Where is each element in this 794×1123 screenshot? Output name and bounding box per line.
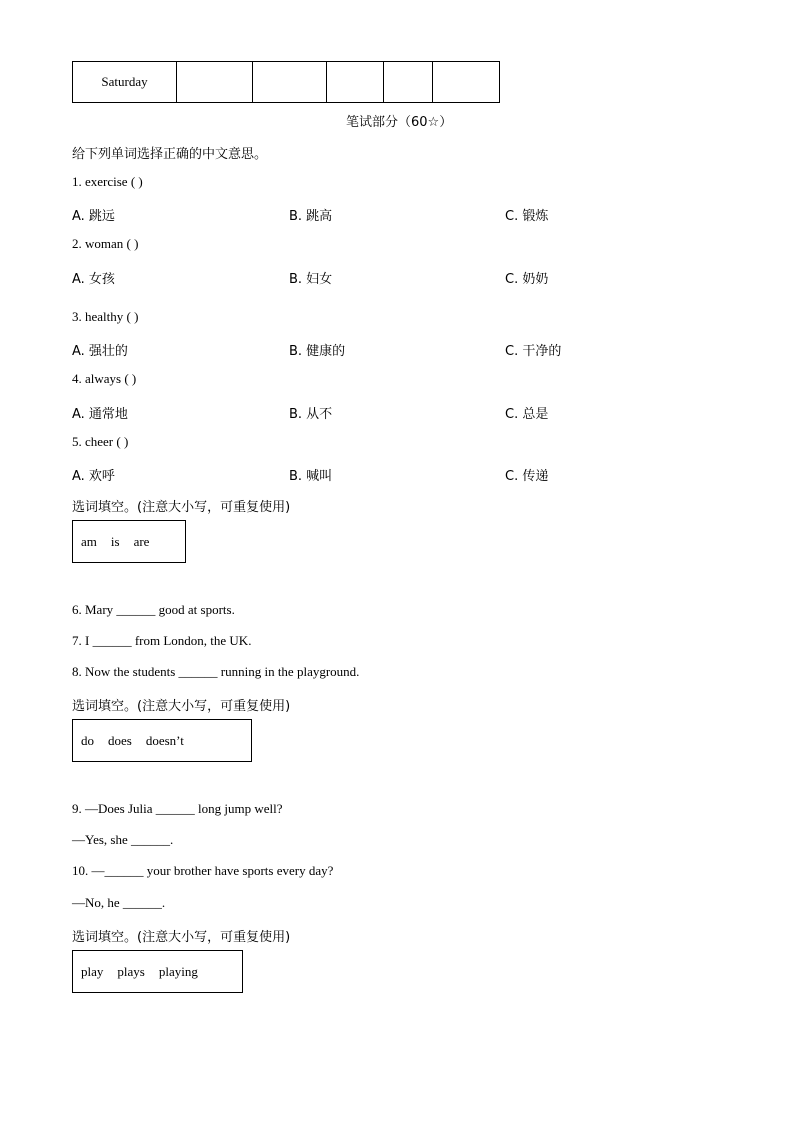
option-2a: A. 女孩 bbox=[72, 272, 115, 287]
word-bank-2 bbox=[72, 719, 252, 762]
word-bank-item: do bbox=[81, 732, 94, 748]
row-label-cell: Saturday bbox=[73, 62, 177, 103]
option-4c: C. 总是 bbox=[505, 407, 549, 422]
question-4-stem: 4. always ( ) bbox=[72, 371, 137, 386]
table-row bbox=[73, 62, 500, 103]
question-9: 9. —Does Julia ______ long jump well? bbox=[72, 801, 283, 816]
question-10-answer: —No, he ______. bbox=[72, 895, 166, 910]
option-2b: B. 妇女 bbox=[289, 272, 333, 287]
option-1b: B. 跳高 bbox=[289, 209, 333, 224]
word-bank-1 bbox=[72, 520, 186, 563]
question-2-stem: 2. woman ( ) bbox=[72, 236, 139, 251]
schedule-table bbox=[72, 61, 500, 103]
table-cell bbox=[177, 62, 253, 103]
option-2c: C. 奶奶 bbox=[505, 272, 549, 287]
part4-instruction: 选词填空。(注意大小写，可重复使用) bbox=[72, 930, 291, 945]
question-8: 8. Now the students ______ running in the playground. bbox=[72, 664, 360, 679]
question-3-stem: 3. healthy ( ) bbox=[72, 309, 139, 324]
part1-instruction: 给下列单词选择正确的中文意思。 bbox=[72, 147, 268, 162]
option-5c: C. 传递 bbox=[505, 469, 549, 484]
question-9-answer: —Yes, she ______. bbox=[72, 832, 174, 847]
option-4a: A. 通常地 bbox=[72, 407, 128, 422]
word-bank-item: play bbox=[81, 963, 104, 979]
option-3a: A. 强壮的 bbox=[72, 344, 128, 359]
option-1c: C. 锻炼 bbox=[505, 209, 549, 224]
option-5a: A. 欢呼 bbox=[72, 469, 115, 484]
table-cell bbox=[433, 62, 500, 103]
word-bank-item: doesn’t bbox=[145, 732, 184, 748]
question-6: 6. Mary ______ good at sports. bbox=[72, 602, 235, 617]
question-5-stem: 5. cheer ( ) bbox=[72, 434, 129, 449]
table-cell bbox=[327, 62, 384, 103]
option-4b: B. 从不 bbox=[289, 407, 333, 422]
option-1a: A. 跳远 bbox=[72, 209, 115, 224]
word-bank-item: does bbox=[108, 732, 132, 748]
word-bank-3 bbox=[72, 950, 243, 993]
question-10: 10. —______ your brother have sports every day? bbox=[72, 863, 334, 878]
option-3b: B. 健康的 bbox=[289, 344, 346, 359]
option-3c: C. 干净的 bbox=[505, 344, 562, 359]
option-5b: B. 喊叫 bbox=[289, 469, 333, 484]
section-title: 笔试部分（60☆） bbox=[346, 115, 453, 130]
question-1-stem: 1. exercise ( ) bbox=[72, 174, 143, 189]
word-bank-item: am bbox=[81, 533, 97, 549]
word-bank-item: is bbox=[110, 533, 120, 549]
table-cell bbox=[384, 62, 433, 103]
part3-instruction: 选词填空。(注意大小写，可重复使用) bbox=[72, 699, 291, 714]
word-bank-item: are bbox=[133, 533, 150, 549]
table-cell bbox=[253, 62, 327, 103]
part2-instruction: 选词填空。(注意大小写，可重复使用) bbox=[72, 500, 291, 515]
word-bank-item: playing bbox=[158, 963, 198, 979]
word-bank-item: plays bbox=[117, 963, 145, 979]
question-7: 7. I ______ from London, the UK. bbox=[72, 633, 252, 648]
